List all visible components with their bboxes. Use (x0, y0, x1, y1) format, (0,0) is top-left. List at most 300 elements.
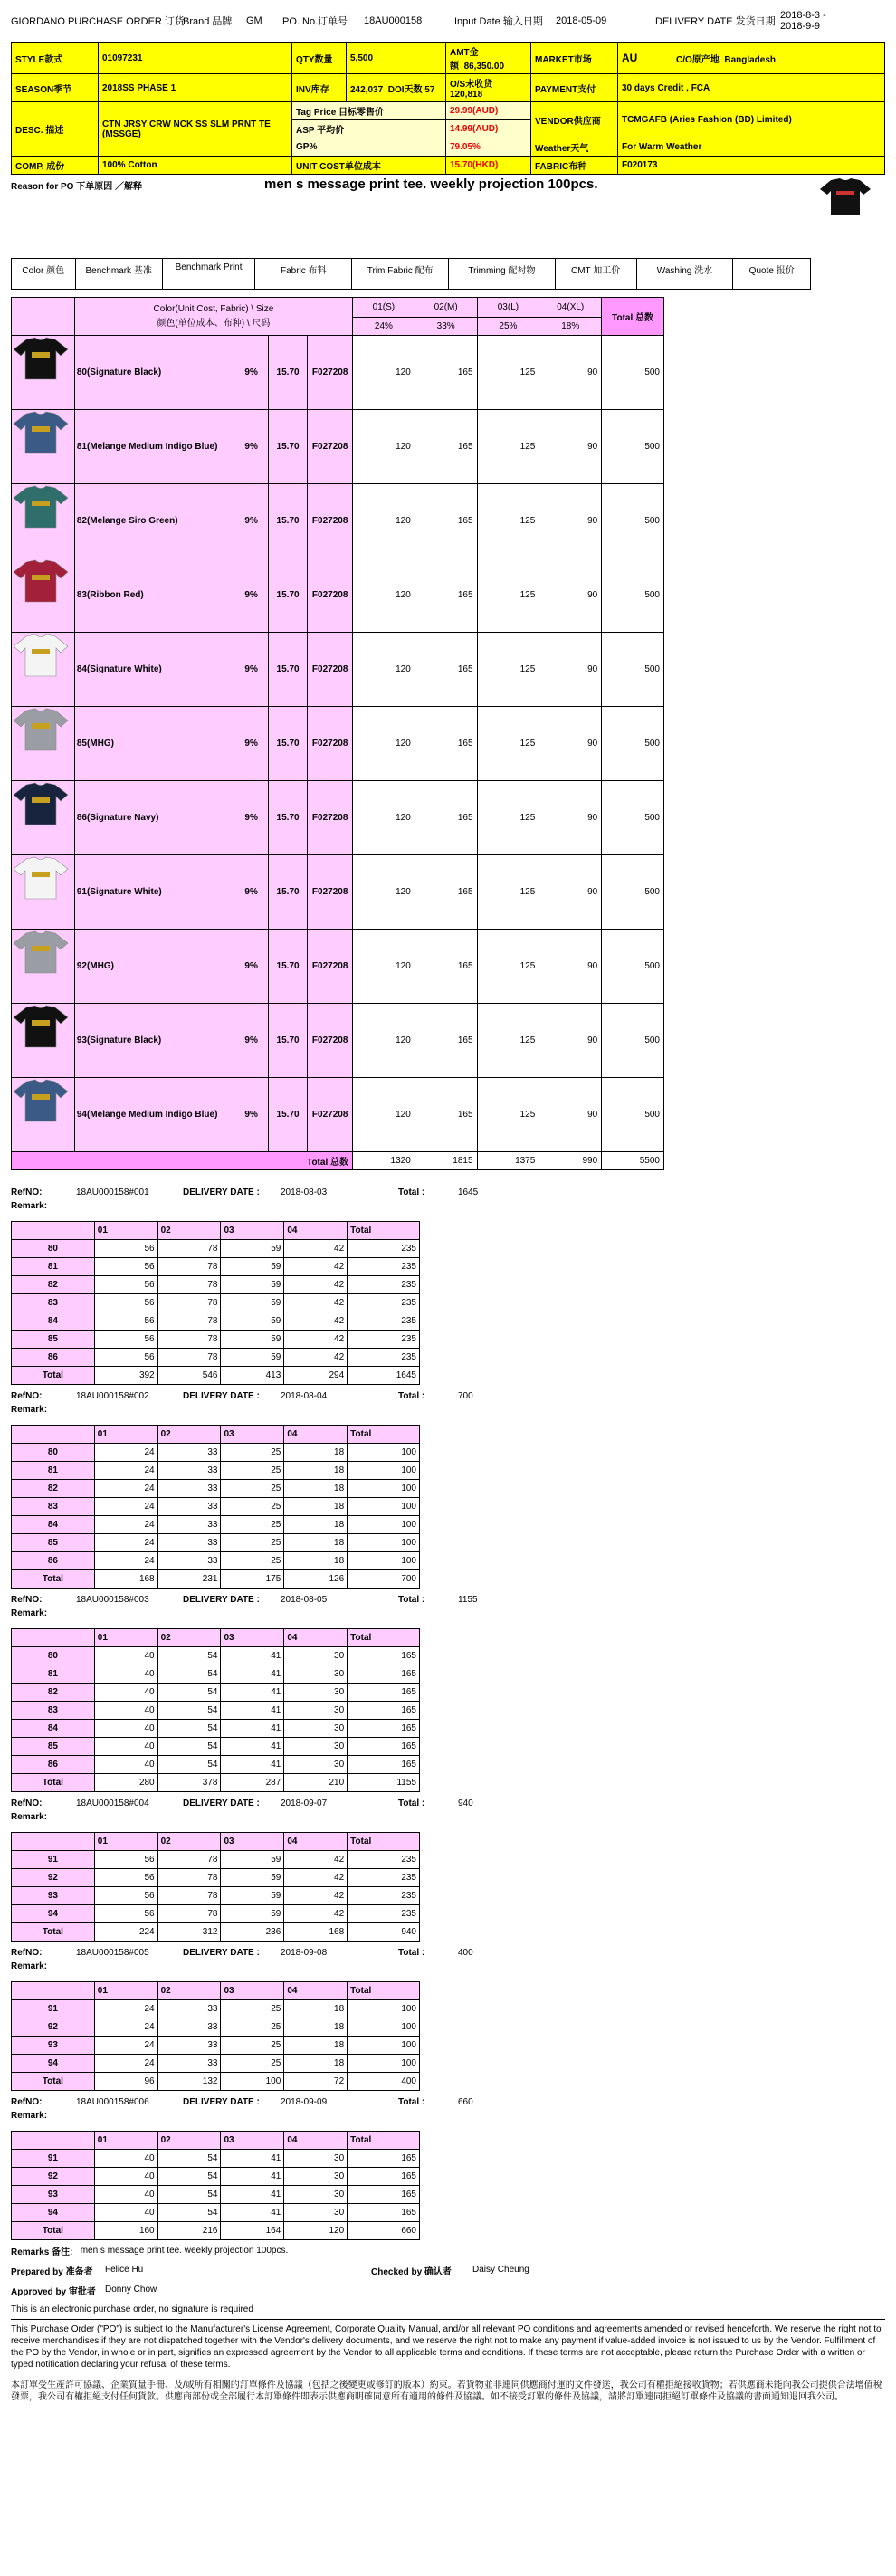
ref-size-row (12, 1444, 420, 1462)
color-row (12, 781, 664, 855)
ref-qty: 24 (94, 1480, 157, 1498)
ref-qty: 100 (348, 2000, 420, 2018)
ref-qty: 54 (157, 1738, 221, 1756)
amt-cell: AMT金额 86,350.00 (446, 43, 531, 74)
ref-size-table (11, 1425, 420, 1589)
ref-col-header: 02 (157, 1426, 221, 1444)
ref-qty: 78 (157, 1312, 221, 1331)
ref-color-code: 80 (12, 1444, 95, 1462)
ref-qty: 33 (157, 1462, 221, 1480)
size-qty: 120 (353, 930, 415, 1004)
ref-total-qty: 168 (94, 1570, 157, 1589)
market-value: AU (618, 43, 672, 74)
ref-qty: 54 (157, 2204, 221, 2222)
ref-qty: 42 (284, 1276, 348, 1294)
ref-color-code: 93 (12, 1887, 95, 1905)
ref-size-row (12, 1665, 420, 1684)
po-info-table (11, 42, 885, 175)
ref-qty: 24 (94, 1534, 157, 1552)
color-fabric: F027208 (308, 336, 353, 410)
ref-qty: 25 (221, 1444, 284, 1462)
ref-size-table (11, 2131, 420, 2240)
ref-total-label: Total : (398, 1187, 425, 1197)
ref-total-row (12, 2073, 420, 2091)
color-name: 84(Signature White) (74, 633, 234, 707)
ref-total-qty: 100 (221, 2073, 284, 2091)
qty-value: 5,500 (347, 43, 446, 74)
ref-qty: 41 (221, 1665, 284, 1684)
ref-qty: 165 (348, 1720, 420, 1738)
size-qty: 120 (353, 484, 415, 558)
ref-size-row (12, 1258, 420, 1276)
reason-title: men s message print tee. weekly projection 100pcs. (264, 177, 598, 192)
input-date-value: 2018-05-09 (556, 15, 607, 26)
refno-label: RefNO: (11, 2096, 43, 2107)
ref-color-code: 85 (12, 1534, 95, 1552)
ref-size-row (12, 1516, 420, 1534)
remark-label: Remark: (11, 1961, 48, 1971)
tshirt-image (12, 855, 70, 901)
delivery-refs (11, 1183, 885, 2240)
asp-value: 14.99(AUD) (446, 120, 531, 138)
ref-qty: 42 (284, 1905, 348, 1923)
reason-row (11, 175, 885, 218)
size-qty: 90 (539, 781, 602, 855)
color-unit-cost: 15.70 (268, 855, 307, 930)
ref-qty: 235 (348, 1349, 420, 1367)
tshirt-image (12, 558, 70, 604)
ref-total-row (12, 1570, 420, 1589)
refno-value: 18AU000158#002 (76, 1390, 149, 1401)
ref-qty: 25 (221, 1552, 284, 1570)
delivery-ref-section (11, 1183, 885, 1385)
ref-qty: 78 (157, 1887, 221, 1905)
ref-total-qty: 400 (348, 2073, 420, 2091)
ref-size-row (12, 1240, 420, 1258)
color-pct: 9% (234, 558, 268, 633)
grand-total-value: 1320 (353, 1152, 415, 1170)
ref-total-qty: 378 (157, 1774, 221, 1792)
ref-qty: 59 (221, 1851, 284, 1869)
size-qty: 125 (477, 633, 539, 707)
ref-size-table (11, 1221, 420, 1385)
refno-label: RefNO: (11, 1594, 43, 1605)
ref-col-header: Total (348, 1629, 420, 1647)
ref-qty: 30 (284, 1756, 348, 1774)
ref-col-header: 04 (284, 1426, 348, 1444)
color-name: 80(Signature Black) (74, 336, 234, 410)
ref-qty: 18 (284, 2000, 348, 2018)
ref-color-code: 93 (12, 2037, 95, 2055)
size-qty: 120 (353, 781, 415, 855)
ref-total-qty: 164 (221, 2222, 284, 2240)
ref-qty: 18 (284, 1516, 348, 1534)
ref-total-qty: 231 (157, 1570, 221, 1589)
ref-qty: 30 (284, 1738, 348, 1756)
color-row (12, 1078, 664, 1152)
size-pct-m: 33% (415, 318, 477, 336)
ref-color-code: 92 (12, 1869, 95, 1887)
ref-col-header: 03 (221, 2132, 284, 2150)
tshirt-image (12, 707, 70, 752)
ref-qty: 56 (94, 1349, 157, 1367)
grand-total-label: Total 总数 (12, 1152, 353, 1170)
qty-label: QTY数量 (292, 43, 347, 74)
size-pct-xl: 18% (539, 318, 602, 336)
ref-color-code: 91 (12, 2150, 95, 2168)
ref-qty: 165 (348, 2204, 420, 2222)
ref-size-row (12, 2168, 420, 2186)
remarks-label: Remarks 备注: (11, 2247, 73, 2257)
ref-qty: 41 (221, 1720, 284, 1738)
ref-total-qty: 96 (94, 2073, 157, 2091)
ref-qty: 78 (157, 1331, 221, 1349)
color-unit-cost: 15.70 (268, 707, 307, 781)
ref-qty: 56 (94, 1276, 157, 1294)
delivery-date-label: DELIVERY DATE 发货日期 (655, 16, 776, 27)
size-header-m: 02(M) (415, 298, 477, 318)
ref-qty: 25 (221, 2055, 284, 2073)
ref-qty: 24 (94, 1552, 157, 1570)
ref-qty: 25 (221, 2037, 284, 2055)
ref-size-row (12, 2150, 420, 2168)
ref-qty: 25 (221, 1480, 284, 1498)
size-qty: 165 (415, 633, 477, 707)
ref-total-qty: 126 (284, 1570, 348, 1589)
ref-qty: 235 (348, 1258, 420, 1276)
color-unit-cost: 15.70 (268, 633, 307, 707)
ref-size-row (12, 1331, 420, 1349)
ref-size-row (12, 2037, 420, 2055)
row-total: 500 (602, 336, 664, 410)
color-name: 94(Melange Medium Indigo Blue) (74, 1078, 234, 1152)
ref-size-row (12, 1534, 420, 1552)
row-total: 500 (602, 1078, 664, 1152)
ref-col-header: 04 (284, 1982, 348, 2000)
delivery-ref-section (11, 1590, 885, 1792)
checked-label: Checked by 确认者 (371, 2266, 452, 2277)
ref-total-qty: 413 (221, 1367, 284, 1385)
ref-qty: 24 (94, 2037, 157, 2055)
tshirt-image (12, 410, 70, 455)
ref-qty: 54 (157, 1702, 221, 1720)
grand-total-value: 1375 (477, 1152, 539, 1170)
ref-qty: 165 (348, 1738, 420, 1756)
ref-qty: 40 (94, 1756, 157, 1774)
ref-qty: 24 (94, 2055, 157, 2073)
desc-value: CTN JRSY CRW NCK SS SLM PRNT TE (MSSGE) (99, 102, 292, 157)
product-thumbnail (818, 177, 872, 216)
ref-col-header: 02 (157, 1982, 221, 2000)
ref-col-header: 03 (221, 1629, 284, 1647)
weather-label: Weather天气 (531, 138, 618, 157)
ref-col-header: 01 (94, 1833, 157, 1851)
ref-col-header: 03 (221, 1222, 284, 1240)
ref-qty: 54 (157, 1647, 221, 1665)
ref-qty: 59 (221, 1349, 284, 1367)
tag-value: 29.99(AUD) (446, 102, 531, 120)
color-unit-cost: 15.70 (268, 484, 307, 558)
size-header-xl: 04(XL) (539, 298, 602, 318)
ref-qty: 25 (221, 2000, 284, 2018)
row-total: 500 (602, 707, 664, 781)
ref-qty: 40 (94, 1720, 157, 1738)
grand-total-row (12, 1152, 664, 1170)
color-row (12, 336, 664, 410)
ref-total-value: 940 (458, 1798, 473, 1808)
ref-qty: 100 (348, 1498, 420, 1516)
ref-qty: 33 (157, 1516, 221, 1534)
ref-qty: 78 (157, 1294, 221, 1312)
unit-cost-value: 15.70(HKD) (446, 157, 531, 175)
company-title: GIORDANO PURCHASE ORDER 订货 (11, 16, 185, 27)
size-qty: 125 (477, 558, 539, 633)
ref-qty: 56 (94, 1905, 157, 1923)
row-total: 500 (602, 855, 664, 930)
size-qty: 125 (477, 855, 539, 930)
ref-col-header: 01 (94, 1222, 157, 1240)
color-fabric: F027208 (308, 781, 353, 855)
ref-col-header: 03 (221, 1426, 284, 1444)
color-row (12, 930, 664, 1004)
po-header (11, 0, 885, 42)
delivery-value: 2018-08-05 (281, 1594, 328, 1605)
benchmark-col-7: Washing 洗水 (636, 259, 733, 290)
color-pct: 9% (234, 484, 268, 558)
ref-qty: 25 (221, 1498, 284, 1516)
ref-color-code: 82 (12, 1276, 95, 1294)
ref-qty: 30 (284, 1647, 348, 1665)
tshirt-image (12, 781, 70, 826)
color-pct: 9% (234, 855, 268, 930)
color-fabric: F027208 (308, 410, 353, 484)
ref-size-row (12, 1684, 420, 1702)
color-row (12, 1004, 664, 1078)
delivery-value: 2018-09-08 (281, 1947, 328, 1958)
ref-qty: 33 (157, 2018, 221, 2037)
color-unit-cost: 15.70 (268, 1004, 307, 1078)
ref-total-value: 1645 (458, 1187, 479, 1197)
ref-qty: 30 (284, 2204, 348, 2222)
remark-label: Remark: (11, 2111, 48, 2121)
ref-qty: 40 (94, 2186, 157, 2204)
color-pct: 9% (234, 633, 268, 707)
color-fabric: F027208 (308, 855, 353, 930)
row-total: 500 (602, 781, 664, 855)
remark-label: Remark: (11, 1812, 48, 1822)
ref-qty: 33 (157, 2000, 221, 2018)
ref-qty: 100 (348, 1462, 420, 1480)
size-qty: 165 (415, 1004, 477, 1078)
remarks-value: men s message print tee. weekly projection 100pcs. (80, 2245, 289, 2256)
ref-qty: 18 (284, 2055, 348, 2073)
ref-color-code: 94 (12, 2055, 95, 2073)
row-total: 500 (602, 1004, 664, 1078)
ref-col-header: Total (348, 1833, 420, 1851)
ref-total-value: 700 (458, 1390, 473, 1401)
ref-qty: 78 (157, 1349, 221, 1367)
size-qty: 90 (539, 633, 602, 707)
ref-qty: 33 (157, 1552, 221, 1570)
ref-qty: 24 (94, 2018, 157, 2037)
color-pct: 9% (234, 707, 268, 781)
ref-size-row (12, 2018, 420, 2037)
ref-qty: 42 (284, 1851, 348, 1869)
tshirt-image (12, 633, 70, 678)
ref-qty: 165 (348, 1684, 420, 1702)
terms-chinese: 本訂單受生產許可協議、企業質量手冊、及/或所有相關的訂單條件及協議（包括之後變更或修訂的版本）約束。若貨物並非連同供應商付運的文件發送，我公司有權拒絕接收貨物；若供應商未能向我公司提供合法增值稅發票，我公司有權拒絕支付任何貨款。供應商部份或全部履行本訂單條件即表示供應商明確同意所有適用的條件及協議。如不接受訂單的條件及協議，請將訂單連同拒絕訂單條件及協議的書面通知退回我公司。 (11, 2380, 882, 2402)
remark-label: Remark: (11, 1405, 48, 1415)
desc-label: DESC. 描述 (12, 102, 99, 157)
size-qty: 165 (415, 781, 477, 855)
size-qty: 90 (539, 336, 602, 410)
ref-col-header: Total (348, 2132, 420, 2150)
delivery-value: 2018-09-07 (281, 1798, 328, 1808)
color-row (12, 558, 664, 633)
ref-qty: 18 (284, 1552, 348, 1570)
ref-total-qty: 236 (221, 1923, 284, 1942)
size-breakdown-table (11, 297, 664, 1170)
size-qty: 90 (539, 1078, 602, 1152)
ref-total-row-label: Total (12, 1570, 95, 1589)
tshirt-image (12, 336, 70, 381)
ref-col-header: 02 (157, 2132, 221, 2150)
ref-size-table (11, 1981, 420, 2091)
ref-qty: 165 (348, 1702, 420, 1720)
ref-color-code: 83 (12, 1702, 95, 1720)
ref-qty: 33 (157, 1534, 221, 1552)
color-fabric: F027208 (308, 484, 353, 558)
ref-qty: 41 (221, 2186, 284, 2204)
ref-total-row-label: Total (12, 1923, 95, 1942)
ref-size-row (12, 1276, 420, 1294)
ref-qty: 56 (94, 1294, 157, 1312)
po-value: 18AU000158 (364, 15, 423, 26)
size-qty: 165 (415, 855, 477, 930)
ref-qty: 235 (348, 1887, 420, 1905)
ref-qty: 33 (157, 1498, 221, 1516)
remark-label: Remark: (11, 1201, 48, 1211)
refno-value: 18AU000158#005 (76, 1947, 149, 1958)
ref-qty: 41 (221, 1702, 284, 1720)
ref-qty: 40 (94, 2150, 157, 2168)
tshirt-image (12, 484, 70, 530)
ref-qty: 100 (348, 2037, 420, 2055)
ref-size-row (12, 1756, 420, 1774)
ref-total-qty: 287 (221, 1774, 284, 1792)
ref-total-qty: 546 (157, 1367, 221, 1385)
color-pct: 9% (234, 1078, 268, 1152)
ref-qty: 78 (157, 1905, 221, 1923)
ref-color-code: 92 (12, 2018, 95, 2037)
size-qty: 90 (539, 558, 602, 633)
delivery-ref-section (11, 1943, 885, 2091)
ref-col-header: Total (348, 1222, 420, 1240)
color-name: 81(Melange Medium Indigo Blue) (74, 410, 234, 484)
tshirt-image (12, 930, 70, 975)
row-total: 500 (602, 410, 664, 484)
color-fabric: F027208 (308, 1078, 353, 1152)
ref-qty: 100 (348, 1516, 420, 1534)
ref-qty: 25 (221, 1534, 284, 1552)
ref-qty: 78 (157, 1240, 221, 1258)
ref-qty: 100 (348, 1480, 420, 1498)
ref-col-header: 04 (284, 1833, 348, 1851)
benchmark-col-5: Trimming 配衬物 (449, 259, 556, 290)
size-qty: 165 (415, 336, 477, 410)
refno-value: 18AU000158#004 (76, 1798, 149, 1808)
size-qty: 125 (477, 1078, 539, 1152)
ref-qty: 54 (157, 1756, 221, 1774)
refno-value: 18AU000158#003 (76, 1594, 149, 1605)
ref-col-header: 03 (221, 1982, 284, 2000)
ref-qty: 41 (221, 1647, 284, 1665)
ref-qty: 235 (348, 1276, 420, 1294)
ref-color-code: 81 (12, 1258, 95, 1276)
size-qty: 120 (353, 1078, 415, 1152)
ref-size-row (12, 1647, 420, 1665)
ref-color-code: 86 (12, 1552, 95, 1570)
color-pct: 9% (234, 1004, 268, 1078)
ref-size-table (11, 1832, 420, 1942)
size-qty: 120 (353, 633, 415, 707)
size-pct-l: 25% (477, 318, 539, 336)
ref-qty: 30 (284, 1720, 348, 1738)
os-cell: O/S未收货 120,818 (446, 74, 531, 102)
ref-total-qty: 216 (157, 2222, 221, 2240)
comp-label: COMP. 成份 (12, 157, 99, 175)
ref-qty: 42 (284, 1312, 348, 1331)
ref-qty: 54 (157, 2168, 221, 2186)
ref-size-row (12, 2000, 420, 2018)
ref-size-row (12, 1552, 420, 1570)
ref-col-header: 02 (157, 1833, 221, 1851)
ref-qty: 100 (348, 2055, 420, 2073)
delivery-value: 2018-08-04 (281, 1390, 328, 1401)
ref-qty: 42 (284, 1258, 348, 1276)
size-qty: 125 (477, 930, 539, 1004)
ref-qty: 30 (284, 1684, 348, 1702)
ref-qty: 100 (348, 2018, 420, 2037)
ref-qty: 59 (221, 1869, 284, 1887)
ref-qty: 42 (284, 1887, 348, 1905)
ref-size-row (12, 1887, 420, 1905)
ref-qty: 24 (94, 1462, 157, 1480)
benchmark-col-2: Benchmark Print (162, 259, 255, 290)
vendor-value: TCMGAFB (Aries Fashion (BD) Limited) (618, 102, 885, 138)
style-label: STYLE款式 (12, 43, 99, 74)
color-row (12, 633, 664, 707)
ref-color-code: 86 (12, 1756, 95, 1774)
delivery-ref-section (11, 1387, 885, 1589)
po-footer (11, 2240, 885, 2403)
ref-qty: 33 (157, 2055, 221, 2073)
ref-qty: 59 (221, 1331, 284, 1349)
ref-color-code: 93 (12, 2186, 95, 2204)
size-qty: 165 (415, 484, 477, 558)
ref-qty: 25 (221, 2018, 284, 2037)
ref-size-row (12, 2186, 420, 2204)
ref-qty: 100 (348, 1534, 420, 1552)
color-unit-cost: 15.70 (268, 930, 307, 1004)
size-qty: 120 (353, 558, 415, 633)
ref-size-row (12, 1851, 420, 1869)
ref-qty: 54 (157, 1720, 221, 1738)
ref-total-qty: 132 (157, 2073, 221, 2091)
ref-qty: 41 (221, 1684, 284, 1702)
electronic-note: This is an electronic purchase order, no signature is required (11, 2300, 885, 2320)
ref-qty: 59 (221, 1294, 284, 1312)
